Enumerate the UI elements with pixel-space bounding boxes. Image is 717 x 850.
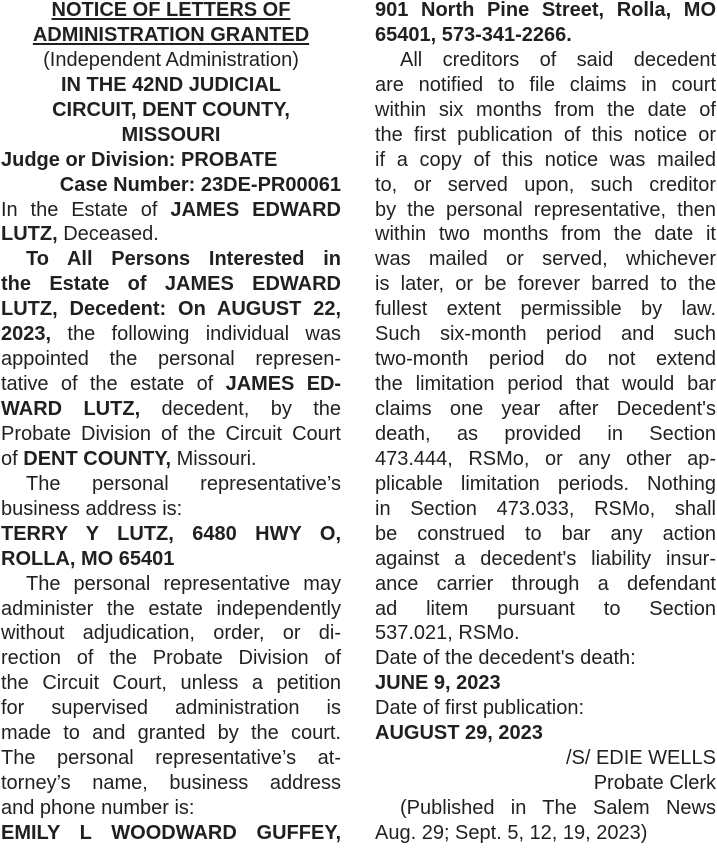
text: if a copy of this notice was mailed	[375, 148, 716, 171]
text: (Independent Administration)	[43, 48, 299, 71]
text: Probate Clerk	[593, 772, 716, 795]
notice-text-line	[375, 247, 716, 272]
notice-text-line	[375, 48, 716, 73]
text: 537.021, RSMo.	[375, 622, 520, 645]
bold-text: NOTICE OF LETTERS OF	[51, 0, 291, 21]
text: business address is:	[1, 497, 183, 520]
notice-text-line	[1, 48, 341, 73]
notice-text-line	[1, 272, 341, 297]
text: and phone number is:	[1, 797, 195, 819]
text: to, or served upon, such creditor	[375, 173, 716, 196]
text: Deceased.	[57, 223, 159, 246]
text: In the Estate of	[1, 198, 171, 221]
notice-text-line	[375, 0, 716, 23]
notice-text-line	[1, 148, 341, 173]
notice-text-line	[1, 123, 341, 148]
text: was mailed or served, whichever	[375, 248, 716, 271]
text: Aug. 29; Sept. 5, 12, 19, 2023)	[375, 821, 648, 844]
notice-text-line	[1, 796, 341, 821]
text: plicable limitation periods. Nothing	[375, 472, 716, 495]
text: by the personal representative, then	[375, 198, 716, 221]
notice-text-line	[375, 721, 716, 746]
notice-text-line	[1, 73, 341, 98]
text: ance carrier through a defendant	[375, 572, 716, 595]
notice-text-line	[1, 821, 341, 846]
text: the limitation period that would bar	[375, 373, 716, 396]
text: made to and granted by the court.	[1, 722, 341, 745]
text: All creditors of said decedent	[400, 48, 716, 71]
text: appointed the personal represen-	[1, 348, 341, 371]
bold-text: the Estate of JAMES EDWARD	[1, 273, 341, 296]
bold-text: TERRY Y LUTZ, 6480 HWY O,	[1, 522, 341, 545]
text: for supervised administration is	[1, 697, 341, 720]
notice-text-line	[375, 272, 716, 297]
text: decedent, by the	[140, 398, 341, 420]
notice-text-line	[375, 472, 716, 497]
bold-text: IN THE 42ND JUDICIAL	[60, 73, 282, 96]
text: within two months from the date it	[375, 223, 716, 246]
notice-text-line	[1, 297, 341, 322]
notice-text-line	[375, 397, 716, 422]
bold-text: To All Persons Interested in	[26, 248, 341, 271]
notice-text-line	[1, 173, 341, 198]
notice-text-line	[1, 671, 341, 696]
notice-text-line	[375, 148, 716, 173]
text: Probate Division of the Circuit Court	[1, 422, 341, 445]
text: the first publication of this notice or	[375, 123, 716, 146]
bold-text: ADMINISTRATION GRANTED	[32, 23, 310, 46]
notice-text-line	[1, 721, 341, 746]
notice-text-line	[1, 472, 341, 497]
notice-text-line	[375, 646, 716, 671]
notice-right-column	[375, 0, 716, 846]
text: torney’s name, business address	[1, 772, 341, 795]
notice-text-line	[375, 297, 716, 322]
bold-text: 65401, 573-341-2266.	[375, 23, 572, 46]
notice-text-line	[375, 322, 716, 347]
bold-text: Judge or Division: PROBATE	[1, 148, 278, 171]
notice-text-line	[1, 222, 341, 247]
notice-text-line	[375, 746, 716, 771]
bold-text: LUTZ, Decedent: On AUGUST 22,	[1, 298, 341, 321]
text: The personal representative’s	[26, 472, 341, 495]
notice-text-line	[375, 497, 716, 522]
text: of	[1, 447, 24, 470]
text: claims one year after Decedent's	[375, 398, 716, 420]
notice-text-line	[375, 621, 716, 646]
text: fullest extent permissible by law.	[375, 298, 716, 321]
bold-text: CIRCUIT, DENT COUNTY,	[52, 98, 290, 121]
notice-text-line	[375, 73, 716, 98]
bold-text: 2023,	[1, 323, 52, 346]
notice-text-line	[1, 397, 341, 422]
notice-text-line	[375, 23, 716, 48]
notice-text-line	[1, 771, 341, 796]
text: within six months from the date of	[375, 98, 716, 121]
text: /S/ EDIE WELLS	[565, 747, 716, 770]
notice-text-line	[1, 372, 341, 397]
notice-text-line	[1, 696, 341, 721]
notice-text-line	[375, 547, 716, 572]
text: the following individual was	[51, 323, 341, 346]
bold-text: Case Number: 23DE-PR00061	[59, 173, 341, 196]
text: are notified to file claims in court	[375, 73, 716, 96]
text: Date of the decedent's death:	[375, 647, 636, 670]
notice-text-line	[1, 422, 341, 447]
bold-text: WARD LUTZ,	[1, 398, 141, 420]
bold-text: JAMES ED-	[225, 373, 341, 396]
text: against a decedent's liability insur-	[375, 547, 716, 570]
notice-text-line	[1, 547, 341, 572]
bold-text: 901 North Pine Street, Rolla, MO	[375, 0, 716, 21]
notice-text-line	[375, 173, 716, 198]
text: 473.444, RSMo, or any other ap-	[375, 447, 716, 470]
notice-text-line	[375, 771, 716, 796]
text: in Section 473.033, RSMo, shall	[375, 497, 716, 520]
notice-text-line	[375, 347, 716, 372]
text: ad litem pursuant to Section	[375, 597, 716, 620]
text: without adjudication, order, or di-	[1, 622, 341, 645]
notice-text-line	[1, 347, 341, 372]
text: tative of the estate of	[1, 373, 226, 396]
bold-text: AUGUST 29, 2023	[375, 722, 543, 745]
bold-text: MISSOURI	[121, 123, 221, 146]
notice-text-line	[375, 372, 716, 397]
text: is later, or be forever barred to the	[375, 273, 716, 296]
notice-text-line	[1, 572, 341, 597]
bold-text: ROLLA, MO 65401	[1, 547, 175, 570]
bold-text: DENT COUNTY,	[23, 447, 172, 470]
text: death, as provided in Section	[375, 422, 716, 445]
bold-text: LUTZ,	[1, 223, 58, 246]
notice-text-line	[375, 222, 716, 247]
notice-text-line	[1, 621, 341, 646]
bold-text: JUNE 9, 2023	[375, 672, 501, 695]
notice-text-line	[375, 422, 716, 447]
notice-text-line	[1, 322, 341, 347]
text: rection of the Probate Division of	[1, 647, 341, 670]
text: be construed to bar any action	[375, 522, 716, 545]
notice-text-line	[1, 597, 341, 622]
text: the Circuit Court, unless a petition	[1, 672, 341, 695]
notice-text-line	[375, 696, 716, 721]
notice-text-line	[1, 198, 341, 223]
notice-text-line	[1, 0, 341, 23]
notice-text-line	[1, 522, 341, 547]
notice-text-line	[375, 572, 716, 597]
notice-text-line	[375, 447, 716, 472]
text: two-month period do not extend	[375, 348, 716, 371]
notice-left-column	[1, 0, 341, 846]
notice-text-line	[1, 98, 341, 123]
notice-text-line	[375, 198, 716, 223]
notice-text-line	[375, 671, 716, 696]
text: Such six-month period and such	[375, 323, 716, 346]
text: The personal representative may	[26, 572, 341, 595]
text: Date of first publication:	[375, 697, 584, 720]
notice-text-line	[1, 497, 341, 522]
text: administer the estate independently	[1, 597, 341, 620]
text: The personal representative’s at-	[1, 747, 341, 770]
notice-text-line	[375, 821, 716, 846]
notice-text-line	[1, 447, 341, 472]
notice-text-line	[375, 98, 716, 123]
text: Missouri.	[171, 447, 257, 470]
notice-text-line	[375, 796, 716, 821]
notice-text-line	[1, 646, 341, 671]
text: (Published in The Salem News	[400, 797, 716, 819]
notice-text-line	[1, 746, 341, 771]
notice-text-line	[375, 123, 716, 148]
notice-text-line	[1, 23, 341, 48]
notice-text-line	[1, 247, 341, 272]
bold-text: EMILY L WOODWARD GUFFEY,	[1, 821, 341, 844]
notice-text-line	[375, 522, 716, 547]
bold-text: JAMES EDWARD	[170, 198, 341, 221]
notice-text-line	[375, 597, 716, 622]
